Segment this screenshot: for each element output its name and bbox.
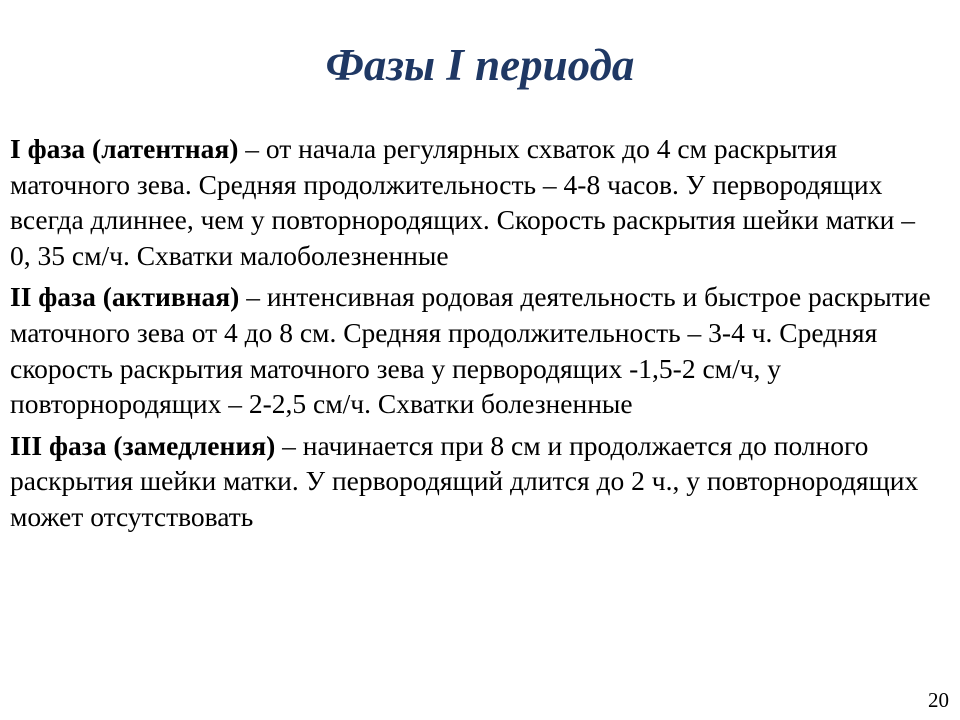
phase-paragraph-1 bbox=[10, 131, 935, 273]
phase-heading: III фаза (замедления) bbox=[10, 429, 276, 461]
page-number: 20 bbox=[928, 688, 949, 712]
phase-heading: II фаза (активная) bbox=[10, 281, 240, 313]
slide-title: Фазы I периода bbox=[325, 40, 635, 90]
phase-description: – начинается при 8 см и продолжается до полного раскрытия шейки матки. У первородящий длится до 2 ч., у повторнородящих может отсутствовать bbox=[10, 429, 919, 532]
phase-description: – интенсивная родовая деятельность и быстрое раскрытие маточного зева от 4 до 8 см. Средняя продолжительность – 3-4 ч. Средняя скорость раскрытия маточного зева у первородящих -1,5-2 см/ч, у повторнородящих – 2-2,5 см/ч. Схватки болезненные bbox=[10, 281, 931, 420]
phase-heading: I фаза (латентная) bbox=[10, 133, 239, 164]
phase-paragraph-2 bbox=[10, 279, 935, 421]
phase-description: – от начала регулярных схваток до 4 см раскрытия маточного зева. Средняя продолжительность – 4-8 часов. У первородящих всегда длиннее, чем у повторнородящих. Скорость раскрытия шейки матки – 0, 35 см/ч. Схватки малоболезненные bbox=[10, 133, 916, 271]
phase-paragraph-3 bbox=[10, 428, 935, 535]
slide-body bbox=[10, 131, 935, 541]
